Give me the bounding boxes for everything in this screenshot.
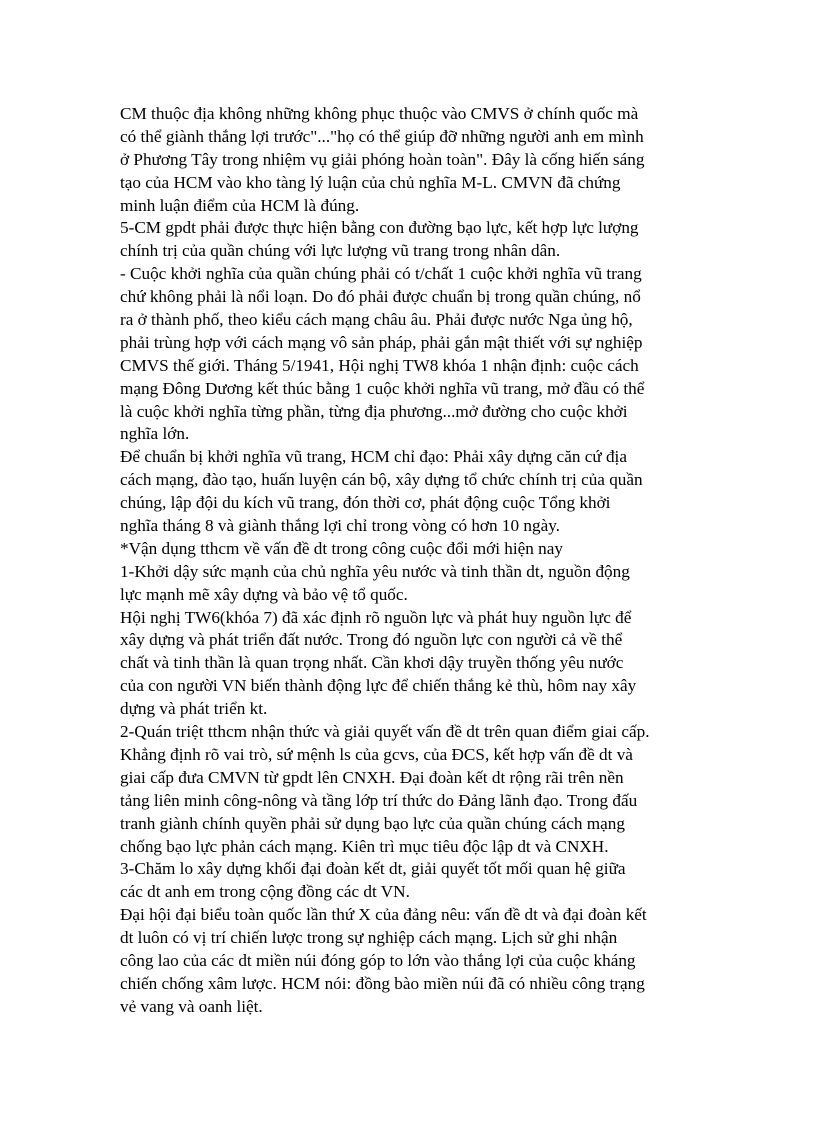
text-line: nghĩa lớn. (120, 424, 190, 444)
text-line: 5-CM gpdt phải được thực hiện bằng con đường bạo lực, kết hợp lực lượng (120, 218, 639, 238)
text-line: chống bạo lực phản cách mạng. Kiên trì mục tiêu độc lập dt và CNXH. (120, 836, 609, 856)
text-line: có thể giành thắng lợi trước"..."họ có thể giúp đỡ những người anh em mình (120, 126, 644, 146)
text-line: chiến chống xâm lược. HCM nói: đồng bào miền núi đã có nhiều công trạng (120, 973, 645, 993)
text-line: chúng, lập đội du kích vũ trang, đón thời cơ, phát động cuộc Tổng khởi (120, 493, 611, 513)
text-line: giai cấp đưa CMVN từ gpdt lên CNXH. Đại đoàn kết dt rộng rãi trên nền (120, 767, 624, 787)
text-line: Đại hội đại biểu toàn quốc lần thứ X của đảng nêu: vấn đề dt và đại đoàn kết (120, 905, 647, 925)
text-line: lực mạnh mẽ xây dựng và bảo vệ tổ quốc. (120, 584, 408, 604)
text-line: xây dựng và phát triển đất nước. Trong đó nguồn lực con người cả về thể (120, 630, 623, 650)
text-line: công lao của các dt miền núi đóng góp to lớn vào thắng lợi của cuộc kháng (120, 950, 636, 970)
text-line: Hội nghị TW6(khóa 7) đã xác định rõ nguồn lực và phát huy nguồn lực để (120, 607, 632, 627)
text-line: các dt anh em trong cộng đồng các dt VN. (120, 882, 410, 902)
text-line: - Cuộc khởi nghĩa của quần chúng phải có t/chất 1 cuộc khởi nghĩa vũ trang (120, 264, 642, 284)
text-line: chính trị của quần chúng với lực lượng vũ trang trong nhân dân. (120, 241, 561, 261)
text-line: 1-Khởi dậy sức mạnh của chủ nghĩa yêu nước và tinh thần dt, nguồn động (120, 561, 630, 581)
text-line: 2-Quán triệt tthcm nhận thức và giải quyết vấn đề dt trên quan điểm giai cấp. (120, 722, 650, 742)
text-line: của con người VN biến thành động lực để chiến thắng kẻ thù, hôm nay xây (120, 676, 637, 696)
text-line: chứ không phải là nổi loạn. Do đó phải được chuẩn bị trong quần chúng, nổ (120, 287, 641, 307)
text-line: CMVS thế giới. Tháng 5/1941, Hội nghị TW8 khóa 1 nhận định: cuộc cách (120, 355, 639, 375)
text-line: 3-Chăm lo xây dựng khối đại đoàn kết dt, giải quyết tốt mối quan hệ giữa (120, 859, 626, 879)
text-line: phải trùng hợp với cách mạng vô sản pháp, phải gắn mật thiết với sự nghiệp (120, 332, 643, 352)
text-line: vẻ vang và oanh liệt. (120, 996, 263, 1016)
text-line: là cuộc khởi nghĩa từng phần, từng địa phương...mở đường cho cuộc khởi (120, 401, 628, 421)
text-line: mạng Đông Dương kết thúc bằng 1 cuộc khởi nghĩa vũ trang, mở đầu có thể (120, 378, 645, 398)
text-line: tảng liên minh công-nông và tầng lớp trí thức do Đảng lãnh đạo. Trong đấu (120, 790, 638, 810)
text-line: dựng và phát triển kt. (120, 699, 268, 719)
document-page (120, 103, 705, 1019)
text-line: minh luận điểm của HCM là đúng. (120, 195, 360, 215)
text-line: cách mạng, đào tạo, huấn luyện cán bộ, xây dựng tổ chức chính trị của quần (120, 470, 643, 490)
text-line: CM thuộc địa không những không phục thuộc vào CMVS ở chính quốc mà (120, 104, 639, 123)
text-line: nghĩa tháng 8 và giành thắng lợi chỉ trong vòng có hơn 10 ngày. (120, 516, 560, 536)
text-line: *Vận dụng tthcm về vấn đề dt trong công cuộc đổi mới hiện nay (120, 538, 563, 558)
text-line: ra ở thành phố, theo kiểu cách mạng châu âu. Phải được nước Nga ủng hộ, (120, 310, 633, 330)
text-line: Để chuẩn bị khởi nghĩa vũ trang, HCM chỉ đạo: Phải xây dựng căn cứ địa (120, 447, 627, 467)
text-line: Khẳng định rõ vai trò, sứ mệnh ls của gcvs, của ĐCS, kết hợp vấn đề dt và (120, 744, 633, 764)
text-line: tạo của HCM vào kho tàng lý luận của chủ nghĩa M-L. CMVN đã chứng (120, 172, 621, 192)
text-line: chất và tinh thần là quan trọng nhất. Cần khơi dậy truyền thống yêu nước (120, 653, 624, 673)
text-line: tranh giành chính quyền phải sử dụng bạo lực của quần chúng cách mạng (120, 813, 625, 833)
text-line: dt luôn có vị trí chiến lược trong sự nghiệp cách mạng. Lịch sử ghi nhận (120, 928, 618, 948)
text-line: ở Phương Tây trong nhiệm vụ giải phóng hoàn toàn". Đây là cống hiến sáng (120, 149, 645, 169)
